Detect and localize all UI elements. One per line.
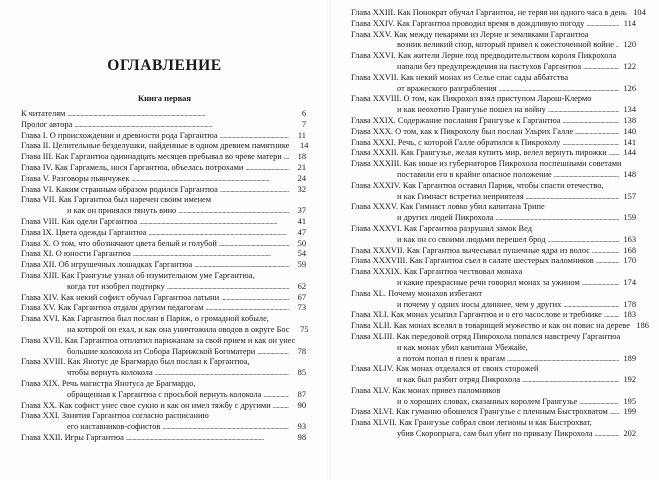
toc-entry-continuation [351,62,636,73]
toc-entry[interactable] [21,239,306,250]
toc-entry-text: Глава II. Целительные безделушки, найденные в одном древнем памятнике [21,141,290,151]
toc-page-number: 67 [297,292,306,302]
toc-entry[interactable] [351,8,646,19]
toc-entry[interactable] [351,159,636,181]
toc-entry[interactable] [21,336,306,358]
toc-entry-title [351,224,636,235]
toc-entry[interactable] [351,267,636,289]
toc-entry[interactable] [21,249,306,260]
toc-entry-text: убив Скоропрыга, сам был убит по приказу Пикрохола [397,429,593,439]
toc-entry-text: Глава III. Как Гаргантюа одиннадцать месяцев пребывал во чреве матери [21,152,282,162]
dot-leader [592,246,619,257]
toc-entry-text: и как Гимнаст встретил неприятеля [397,191,524,201]
toc-entry-title [351,116,636,127]
toc-entry-text: Глава XXVII. Как некий монах из Селье спас сады аббатства [351,72,569,82]
toc-entry-text: Глава IV. Как Гаргамель, нося Гаргантюа, объелась потрохами [21,162,244,172]
toc-entry[interactable] [21,174,306,185]
toc-entry[interactable] [351,407,636,418]
dot-leader [257,347,289,358]
toc-entry-title [21,314,306,325]
toc-entry[interactable] [21,152,306,163]
toc-entry-text: К читателям [21,109,66,118]
toc-entry-title [21,141,309,152]
toc-entry[interactable] [351,148,636,159]
toc-page-number: 50 [297,238,306,248]
toc-entry[interactable] [351,418,636,440]
dot-leader [139,217,289,228]
toc-page-number: 11 [297,130,306,140]
toc-entry[interactable] [21,357,306,379]
dot-leader [162,422,289,433]
toc-entry-continuation [351,300,636,311]
toc-entry[interactable] [21,401,306,412]
dot-leader [562,138,619,149]
toc-entry-text: Глава XII. Об игрушечных лошадках Гаргантюа [21,260,193,270]
toc-entry[interactable] [21,379,306,401]
toc-entry-text: Глава XVI. Как Гаргантюа был послан в Париж, о громадной кобыле, [21,314,269,324]
toc-entry[interactable] [21,228,306,239]
toc-page-number: 21 [297,162,306,172]
toc-page-number: 41 [297,216,306,226]
toc-entry-title [21,239,306,250]
toc-entry[interactable] [21,195,306,217]
page-title: ОГЛАВЛЕНИЕ [107,57,222,74]
toc-entry-title [351,418,636,429]
toc-page-number: 37 [297,206,306,216]
toc-entry-text: Глава XXV. Как между пекарями из Лерне и земляками Гаргантюа [351,29,589,39]
dot-leader [526,192,619,203]
toc-entry[interactable] [21,217,306,228]
dot-leader [149,228,289,239]
toc-list-left [21,109,309,444]
toc-page-number: 24 [297,173,306,183]
dot-leader [205,303,289,314]
toc-entry-title [21,271,306,282]
toc-entry-continuation [21,368,306,379]
toc-entry[interactable] [21,260,306,271]
toc-page-number: 141 [623,137,636,147]
toc-entry-title [351,51,636,62]
dot-leader [74,120,289,131]
toc-entry-text: Глава XXXI. Речь, с которой Галле обратился к Пикрохолу [351,137,561,147]
toc-entry[interactable] [351,51,636,73]
toc-entry-text: Глава XXXVII. Как Гаргантюа вычесывал пушечные ядра из волос [351,245,590,255]
toc-entry-title [21,249,306,260]
toc-entry-text: и какие прекрасные речи говорил монах за ужином [397,277,580,287]
toc-entry[interactable] [351,224,636,246]
toc-page-number: 170 [623,256,636,266]
toc-entry-continuation [351,84,636,95]
dot-leader [220,131,289,142]
toc-entry[interactable] [351,30,636,52]
dot-leader [178,206,289,217]
toc-entry[interactable] [21,141,309,152]
dot-leader [604,310,619,321]
toc-entry-text: его наставников-софистов [67,422,161,432]
toc-entry[interactable] [21,185,306,196]
toc-entry-title [351,94,636,105]
book-subtitle: Книга первая [137,93,192,103]
dot-leader [220,185,289,196]
toc-entry-title [351,256,636,267]
toc-page-number: 168 [623,245,636,255]
toc-entry-continuation [21,347,306,358]
toc-entry[interactable] [21,271,306,293]
toc-entry-text: и как монах убил капитана Убежайе, [397,342,528,352]
toc-page-number: 144 [623,148,636,158]
dot-leader [522,375,619,386]
toc-entry-text: Глава IX. Цвета одежды Гаргантюа [21,227,147,237]
toc-page-number: 186 [636,321,649,331]
toc-entry[interactable] [351,94,636,116]
toc-entry[interactable] [21,411,306,433]
toc-entry-text: Глава XXVIII. О том, как Пикрохол взял приступом Ларош-Клермо [351,94,592,104]
toc-page-number: 62 [297,281,306,291]
toc-entry[interactable] [21,433,306,444]
toc-entry[interactable] [351,116,636,127]
dot-leader [595,429,619,440]
toc-entry[interactable] [21,109,306,120]
dot-leader [284,152,289,163]
toc-page-number: 93 [297,422,306,432]
toc-entry-text: Глава XL. Почему монахов избегают [351,288,483,298]
toc-entry-text: Глава XXIX. Содержание послания Грангузье к Гаргантюа [351,115,561,125]
toc-entry-continuation [351,375,636,386]
toc-entry[interactable] [351,202,636,224]
toc-page-number: 138 [623,115,636,125]
toc-entry-continuation [21,324,309,336]
dot-leader [495,213,619,224]
toc-entry-text: Глава XXXVIII. Как Гаргантюа съел в салате шестерых паломников [351,256,594,266]
dot-leader [563,300,619,311]
toc-entry-title [351,407,636,418]
toc-entry-title [21,109,306,120]
toc-entry-text: Глава XI. О юности Гаргантюа [21,249,131,259]
dot-leader [155,368,289,379]
toc-entry-title [21,433,306,444]
toc-list-right [351,8,649,440]
toc-entry-text: Глава VI. Каким странным образом родился Гаргантюа [21,184,218,194]
dot-leader [609,148,619,159]
toc-entry-title [351,138,636,149]
dot-leader [167,282,289,293]
toc-entry-title [351,19,636,30]
toc-entry-text: Глава XXXII. Как Грангузье, желая купить мир, велел вернуть пирожки [351,148,607,158]
toc-entry-text: Глава XLIV. Как монах отделался от своих сторожей [351,364,539,374]
toc-entry-text: и как он со своими людьми перешел брод [397,234,546,244]
toc-entry[interactable] [21,314,309,336]
toc-page-number: 73 [297,303,306,313]
toc-page-number: 157 [623,191,636,201]
toc-entry-text: Глава XLVII. Как Грангузье собрал свои легионы и как Быстрохват, [351,418,592,428]
toc-page-number: 104 [633,8,646,17]
toc-entry[interactable] [21,293,306,304]
toc-entry-title [21,303,306,314]
toc-entry[interactable] [351,386,636,408]
toc-entry-title [21,120,306,131]
right-page [329,0,659,480]
dot-leader [219,239,289,250]
toc-page-number: 98 [297,432,306,442]
dot-leader [616,40,619,51]
toc-page-number: 85 [297,368,306,378]
toc-entry-title [351,310,636,321]
toc-page-number: 192 [623,375,636,385]
toc-page-number: 122 [623,61,636,71]
toc-entry[interactable] [351,246,636,257]
toc-entry-continuation [351,397,636,408]
toc-entry[interactable] [351,332,636,364]
toc-entry-text: Глава XXXIV. Как Гаргантюа оставил Париж, чтобы спасти отечество, [351,180,604,190]
toc-page-number: 75 [300,324,309,334]
toc-entry-text: на которой он ехал, и как она уничтожила оводов в округе Бос [67,324,290,334]
toc-page-number: 7 [301,119,306,129]
dot-leader [273,401,289,412]
toc-page-number: 6 [301,109,306,118]
toc-entry-continuation [351,213,636,224]
dot-leader [563,116,620,127]
toc-entry-text: напали без предупреждения на пастухов Гаргантюа [397,61,582,71]
toc-page-number: 195 [623,396,636,406]
toc-entry-text: и почему у одних носы длиннее, чем у других [397,299,562,309]
toc-entry-text: Глава XIII. Как Грангузье узнал об изумительном уме Гаргантюа, [21,270,255,280]
toc-entry-continuation [351,354,636,365]
toc-page-number: 47 [297,227,306,237]
dot-leader [133,249,289,260]
toc-entry[interactable] [351,138,636,149]
toc-entry-text: чтобы вернуть колокола [67,368,153,378]
toc-entry-title [21,152,306,163]
toc-entry-continuation [351,235,636,246]
dot-leader [548,105,619,116]
toc-entry-title [21,401,306,412]
dot-leader [575,127,619,138]
toc-entry-title [351,321,649,332]
toc-entry-text: Глава XLV. Как монах привез паломников [351,385,501,395]
dot-leader [499,84,619,95]
toc-entry-text: Глава XXI. Занятия Гаргантюа согласно расписанию [21,411,209,421]
dot-leader [596,256,619,267]
dot-leader [547,235,619,246]
toc-entry-continuation [351,170,636,181]
toc-entry-continuation [21,422,306,433]
toc-entry-text: Глава X. О том, что обозначают цвета белый и голубой [21,238,217,248]
dot-leader [194,260,289,271]
toc-page-number: 14 [300,141,309,151]
toc-entry-title [21,293,306,304]
toc-entry-title [351,289,636,300]
toc-entry-text: Глава XLII. Как монах вселял в товарищей мужество и как он повис на дереве [351,321,630,331]
dot-leader [245,163,289,174]
toc-entry-text: Глава VII. Как Гаргантюа был наречен своим именем [21,195,212,205]
toc-page-number: 126 [623,83,636,93]
toc-entry-text: возник великий спор, который привел к ожесточенной войне [397,40,614,50]
toc-entry[interactable] [351,19,636,30]
toc-entry-text: Глава XLIII. Как передовой отряд Пикрохола попался навстречу Гаргантюа [351,331,621,341]
toc-entry[interactable] [351,127,636,138]
toc-page-number: 90 [297,400,306,410]
toc-entry[interactable] [351,256,636,267]
toc-entry[interactable] [351,73,636,95]
toc-entry-title [351,8,646,19]
toc-entry-text: Глава XXXV. Как Гимнаст ловко убил капитана Трипе [351,202,545,212]
toc-entry-text: Глава XV. Как Гаргантюа отдали другим педагогам [21,303,204,313]
toc-entry-title [351,30,636,41]
toc-entry-title [351,267,636,278]
toc-page-number: 178 [623,299,636,309]
toc-entry-text: и как он принялся тянуть вино [67,206,177,216]
dot-leader [67,109,289,120]
toc-entry-text: Глава XXXIX. Как Гаргантюа чествовал монаха [351,267,523,277]
toc-entry-text: Глава XXVI. Как жители Лерне под предводительством короля Пикрохола [351,51,617,61]
toc-entry-title [351,332,636,343]
toc-entry-title [351,159,636,170]
toc-entry-title [21,131,306,142]
toc-page-number: 18 [297,152,306,162]
toc-entry-title [351,181,636,192]
toc-page-number: 54 [297,249,306,259]
toc-page-number: 183 [623,310,636,320]
toc-entry-text: Глава I. О происхождении и древности рода Гаргантюа [21,130,218,140]
toc-entry-text: обращенная к Гаргантюа с просьбой вернуть колокола [67,389,262,399]
left-page [0,0,329,480]
toc-entry-text: и как был разбит отряд Пикрохола [397,375,521,385]
toc-entry-text: когда тот изобрел подтирку [67,281,165,291]
toc-entry-title [21,379,306,390]
dot-leader [586,19,619,30]
toc-entry-text: от вражеского разграбления [397,83,497,93]
toc-entry[interactable] [351,364,636,386]
toc-entry-title [21,163,306,174]
toc-page-number: 78 [297,346,306,356]
dot-leader [554,170,619,181]
toc-page-number: 189 [623,353,636,363]
dot-leader [126,433,289,444]
toc-page-number: 140 [623,126,636,136]
toc-entry-title [351,73,636,84]
toc-entry-title [21,185,306,196]
toc-entry-text: и как неохотно Грангузье пошел на войну [397,105,546,115]
toc-entry-text: Глава XXII. Игры Гаргантюа [21,432,124,442]
toc-entry-text: Глава XIX. Речь магистра Янотуса де Брагмардо, [21,378,196,388]
toc-entry-title [21,336,306,347]
toc-entry-title [21,217,306,228]
toc-entry-continuation [351,105,636,116]
toc-entry-text: Глава XVII. Как Гаргантюа отплатил парижанам за свой прием и как он унес [21,335,296,345]
toc-entry-text: Глава XLVI. Как гуманно обошелся Грангузье с пленным Быстрохватом [351,407,608,417]
toc-entry-text: Глава VIII. Как одели Гаргантюа [21,216,138,226]
toc-entry-text: и других людей Пикрохола [397,213,494,223]
dot-leader [507,354,619,365]
dot-leader [221,293,289,304]
toc-page-number: 199 [623,407,636,417]
toc-page-number: 87 [297,389,306,399]
toc-entry[interactable] [21,303,306,314]
toc-page-number: 174 [623,277,636,287]
toc-page-number: 202 [623,429,636,439]
toc-entry-title [21,195,306,206]
toc-entry-text: поставили его в крайне опасное положение [397,169,552,179]
toc-entry[interactable] [21,120,306,131]
toc-entry-title [21,260,306,271]
toc-entry-title [351,127,636,138]
toc-page-number: 120 [623,40,636,50]
toc-page-number: 148 [623,169,636,179]
toc-page-number: 59 [297,260,306,270]
dot-leader [263,390,289,401]
toc-entry-title [21,357,306,368]
dot-leader [131,174,289,185]
toc-entry-text: Глава XVIII. Как Янотус де Брагмардо был послан к Гаргантюа, [21,357,250,367]
toc-entry[interactable] [351,181,636,203]
dot-leader [583,62,619,73]
toc-entry-title [351,386,636,397]
toc-entry-text: большие колокола из Собора Парижской Богоматери [67,346,256,356]
toc-entry-title [351,364,636,375]
toc-entry[interactable] [21,163,306,174]
toc-entry[interactable] [351,321,649,332]
toc-entry-text: а потом попал в плен к врагам [397,353,506,363]
toc-entry-text: Глава XLI. Как монах усыпил Гаргантюа и о его часослове и требнике [351,310,602,320]
book-gutter [327,0,331,480]
toc-entry-continuation [21,206,306,217]
toc-entry[interactable] [351,310,636,321]
toc-entry-text: Глава V. Разговоры пьянчужек [21,173,130,183]
toc-page-number: 114 [623,18,636,28]
toc-page-number: 163 [623,234,636,244]
toc-entry[interactable] [351,289,636,311]
dot-leader [579,397,619,408]
toc-entry-continuation [351,192,636,203]
toc-page-number: 32 [297,184,306,194]
toc-entry-text: Глава XXXVI. Как Гаргантюа разрушил замок Вед [351,223,532,233]
toc-entry-continuation [351,278,636,289]
toc-entry-title [21,411,306,422]
toc-entry-title [21,228,306,239]
toc-entry-text: Глава XXIV. Как Гаргантюа проводил время в дождливую погоду [351,18,585,28]
toc-entry-text: Глава XX. Как софист унес свое сукно и как он имел тяжбу с другими [21,400,271,410]
dot-leader [582,278,619,289]
toc-entry-title [21,174,306,185]
toc-entry-title [351,202,636,213]
toc-entry-text: и о хороших словах, сказанных королем Грангузье [397,396,578,406]
toc-entry-continuation [351,429,636,440]
toc-entry-continuation [21,282,306,293]
toc-entry-continuation [351,343,636,354]
toc-entry[interactable] [21,131,306,142]
toc-entry-text: Глава XIV. Как некий софист обучал Гаргантюа латыни [21,292,220,302]
toc-entry-text: Пролог автора [21,119,73,129]
toc-entry-continuation [21,390,306,401]
toc-page-number: 159 [623,213,636,223]
toc-entry-text: Глава XXIII. Как Понократ обучал Гаргантюа, не теряя ни одного часа в день [351,8,627,17]
toc-entry-text: Глава XXX. О том, как к Пикрохолу был послан Ульрих Галле [351,126,574,136]
toc-entry-continuation [351,40,636,51]
toc-entry-text: Глава XXXIII. Как иные из губернаторов Пикрохола поспешными советами [351,159,622,169]
toc-entry-title [351,148,636,159]
toc-page-number: 134 [623,105,636,115]
dot-leader [610,407,619,418]
toc-entry-title [351,246,636,257]
